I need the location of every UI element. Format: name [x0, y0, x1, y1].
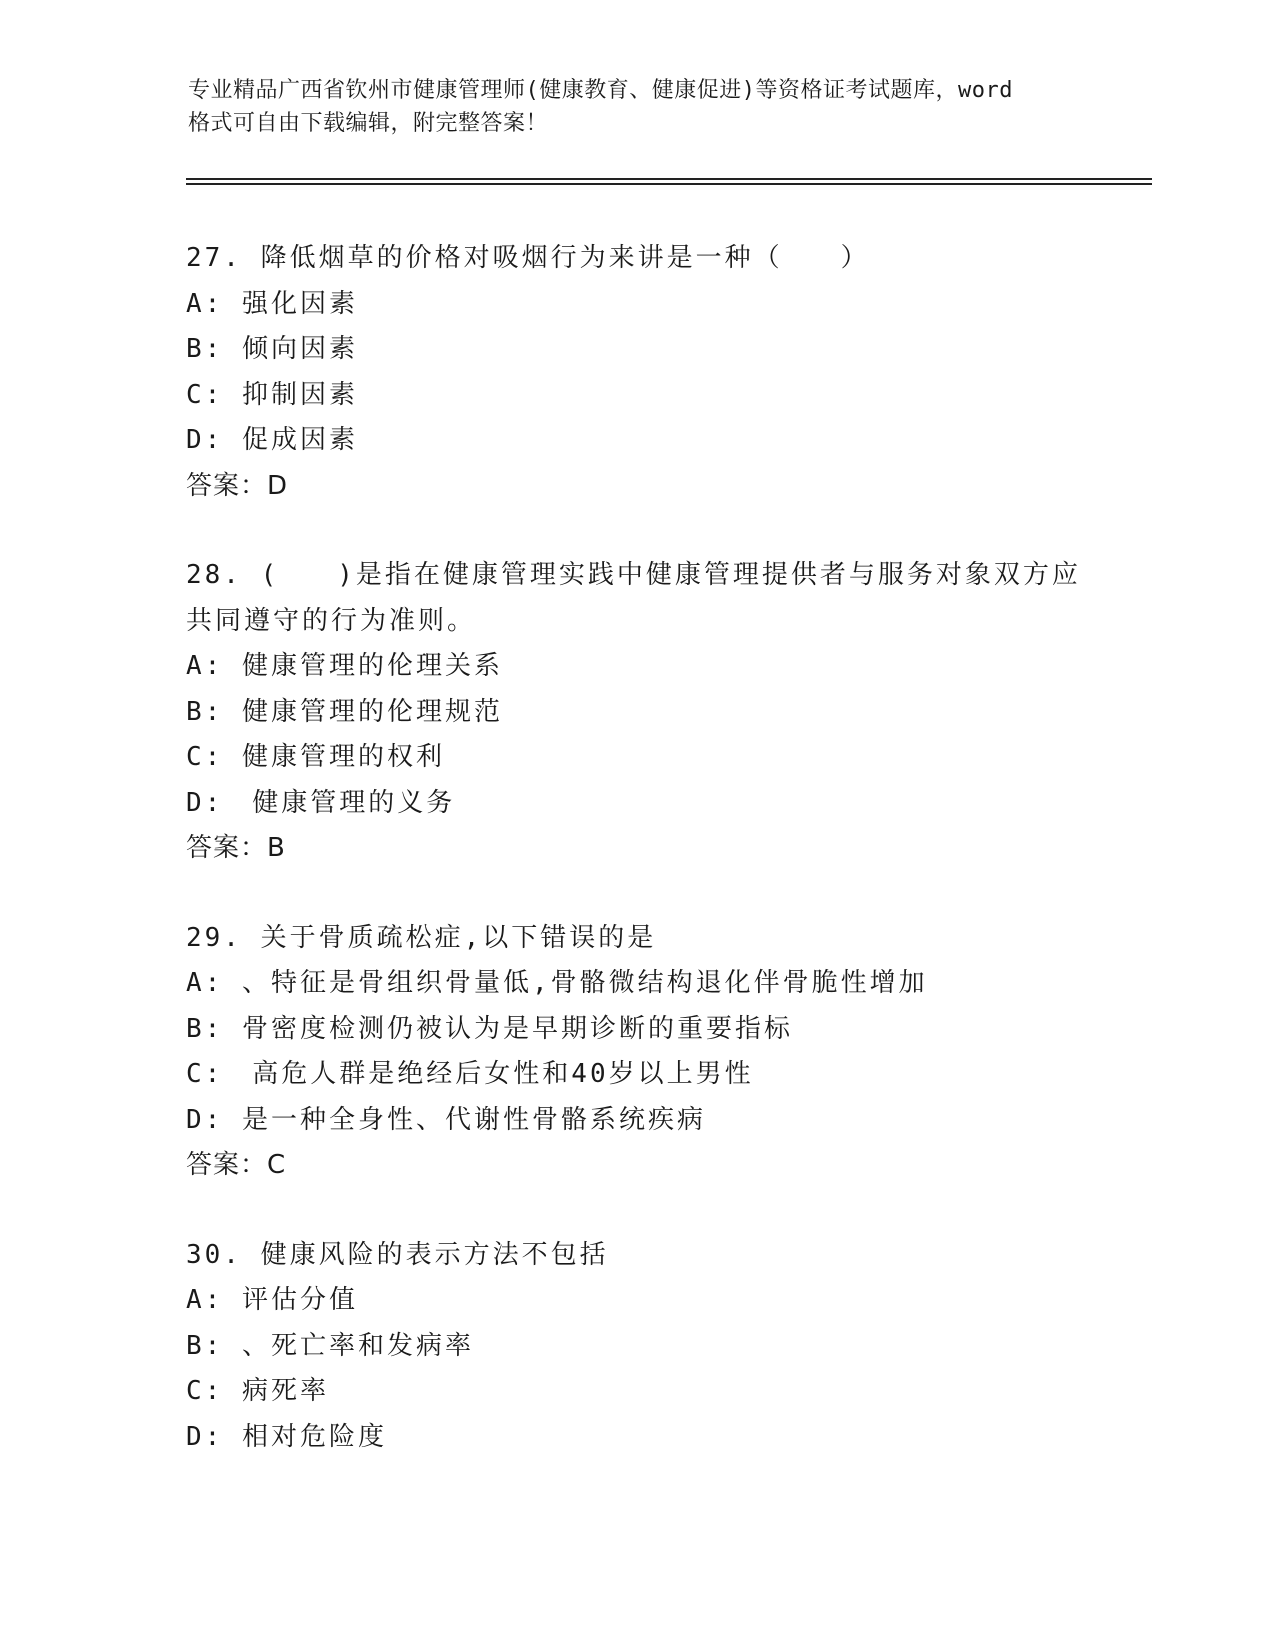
answer-label: 答案：D: [186, 470, 289, 501]
option-d: D: 相对危险度: [186, 1421, 387, 1452]
option-b: B: 骨密度检测仍被认为是早期诊断的重要指标: [186, 1013, 793, 1044]
header-line-1: 专业精品广西省钦州市健康管理师(健康教育、健康促进)等资格证考试题库，word: [188, 78, 1013, 103]
question-28: [186, 553, 1146, 872]
option-a: A: 评估分值: [186, 1285, 358, 1315]
option-d: D: 促成因素: [186, 425, 358, 455]
question-stem-continued: 共同遵守的行为准则。: [186, 605, 477, 636]
header-rule-top: [186, 178, 1152, 180]
option-d: D: 是一种全身性、代谢性骨骼系统疾病: [186, 1104, 706, 1135]
option-a: A: 、特征是骨组织骨量低,骨骼微结构退化伴骨脆性增加: [186, 968, 928, 998]
answer-label: 答案：C: [186, 1150, 287, 1180]
option-c: C: 高危人群是绝经后女性和40岁以上男性: [186, 1059, 754, 1089]
question-27: [186, 236, 1146, 509]
question-list: [186, 236, 1146, 1504]
question-stem: 29. 关于骨质疏松症,以下错误的是: [186, 922, 657, 953]
question-stem: 27. 降低烟草的价格对吸烟行为来讲是一种（ ）: [186, 243, 870, 273]
option-b: B: 倾向因素: [186, 334, 358, 364]
answer-label: 答案：B: [186, 833, 286, 863]
option-a: A: 健康管理的伦理关系: [186, 651, 503, 681]
option-a: A: 强化因素: [186, 288, 358, 319]
option-c: C: 抑制因素: [186, 379, 358, 410]
header-line-2: 格式可自由下载编辑，附完整答案！: [188, 111, 549, 136]
question-29: [186, 916, 1146, 1189]
option-c: C: 健康管理的权利: [186, 742, 445, 772]
header-rule-bottom: [186, 183, 1152, 185]
option-b: B: 健康管理的伦理规范: [186, 696, 503, 727]
question-stem: 30. 健康风险的表示方法不包括: [186, 1239, 609, 1270]
option-d: D: 健康管理的义务: [186, 787, 456, 818]
document-header: [188, 74, 1088, 140]
option-b: B: 、死亡率和发病率: [186, 1330, 474, 1361]
question-30: [186, 1233, 1146, 1461]
option-c: C: 病死率: [186, 1376, 329, 1406]
question-stem: 28. ( )是指在健康管理实践中健康管理提供者与服务对象双方应: [186, 560, 1081, 590]
